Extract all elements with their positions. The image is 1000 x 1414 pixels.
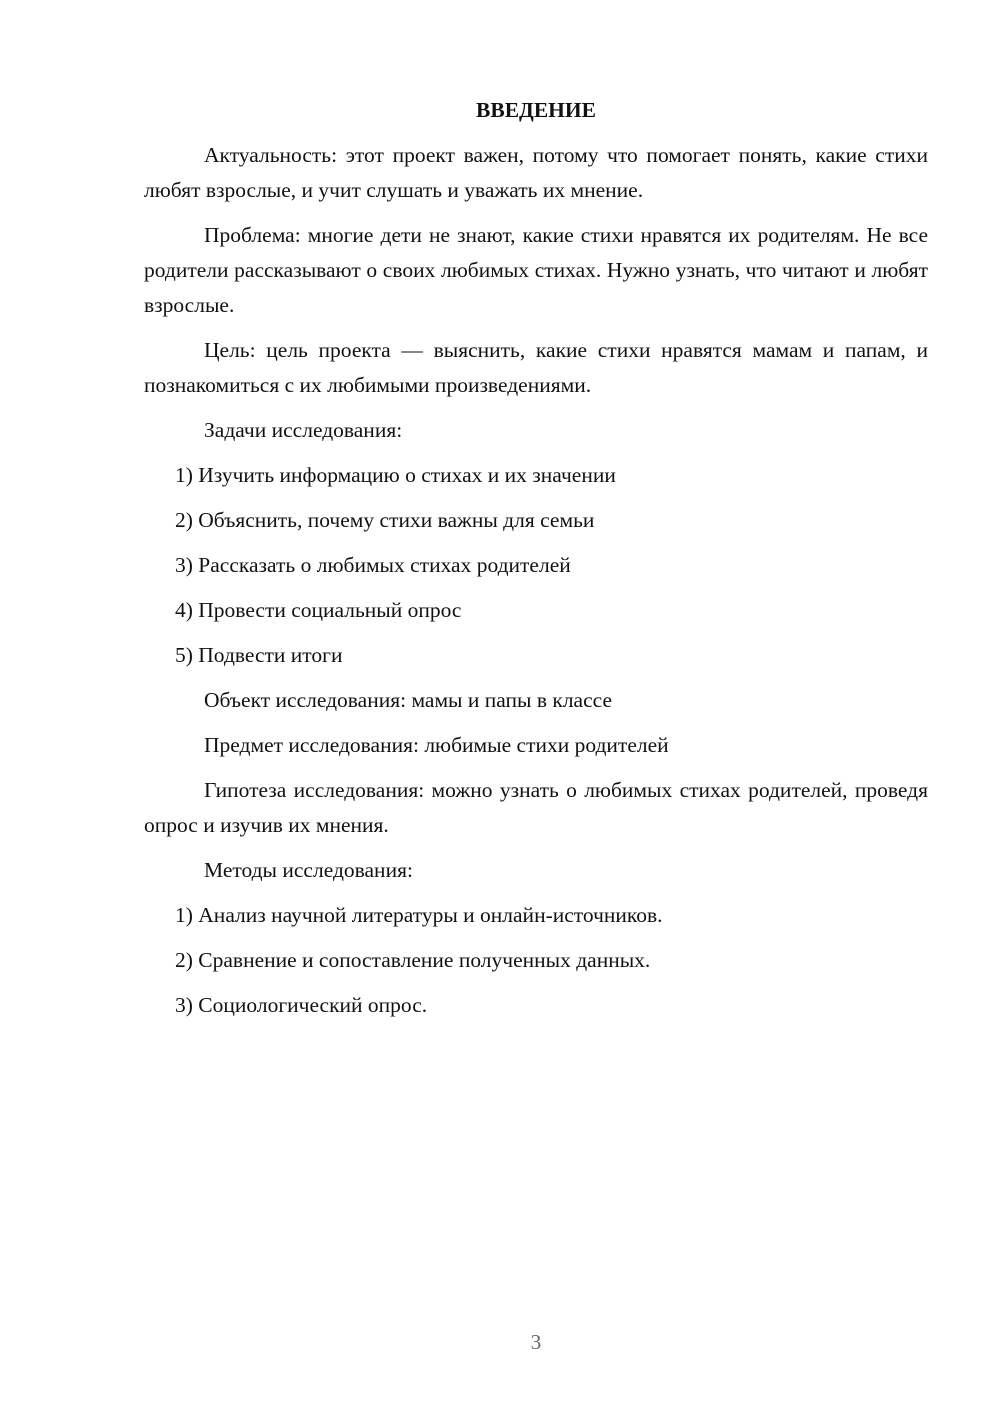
task-item-4: 4) Провести социальный опрос (175, 598, 462, 622)
page-content (144, 93, 928, 1033)
relevance-paragraph: Актуальность: этот проект важен, потому что помогает понять, какие стихи любят взрослые, и учит слушать и уважать их мнение. (144, 143, 928, 202)
tasks-title: Задачи исследования: (204, 418, 403, 442)
method-item-2: 2) Сравнение и сопоставление полученных данных. (175, 948, 651, 972)
methods-title: Методы исследования: (204, 858, 413, 882)
task-item-1: 1) Изучить информацию о стихах и их значении (175, 463, 616, 487)
method-item-1: 1) Анализ научной литературы и онлайн-источников. (175, 903, 663, 927)
section-heading: ВВЕДЕНИЕ (476, 98, 596, 122)
task-item-3: 3) Рассказать о любимых стихах родителей (175, 553, 571, 577)
task-item-2: 2) Объяснить, почему стихи важны для семьи (175, 508, 595, 532)
task-item-5: 5) Подвести итоги (175, 643, 343, 667)
method-item-3: 3) Социологический опрос. (175, 993, 428, 1017)
goal-paragraph: Цель: цель проекта — выяснить, какие стихи нравятся мамам и папам, и познакомиться с их любимыми произведениями. (144, 338, 928, 397)
research-subject: Предмет исследования: любимые стихи родителей (204, 733, 669, 757)
research-object: Объект исследования: мамы и папы в классе (204, 688, 612, 712)
page-number: 3 (530, 1330, 542, 1354)
hypothesis-paragraph: Гипотеза исследования: можно узнать о любимых стихах родителей, проведя опрос и изучив их мнения. (144, 778, 928, 837)
problem-paragraph: Проблема: многие дети не знают, какие стихи нравятся их родителям. Не все родители рассказывают о своих любимых стихах. Нужно узнать, что читают и любят взрослые. (144, 223, 928, 317)
